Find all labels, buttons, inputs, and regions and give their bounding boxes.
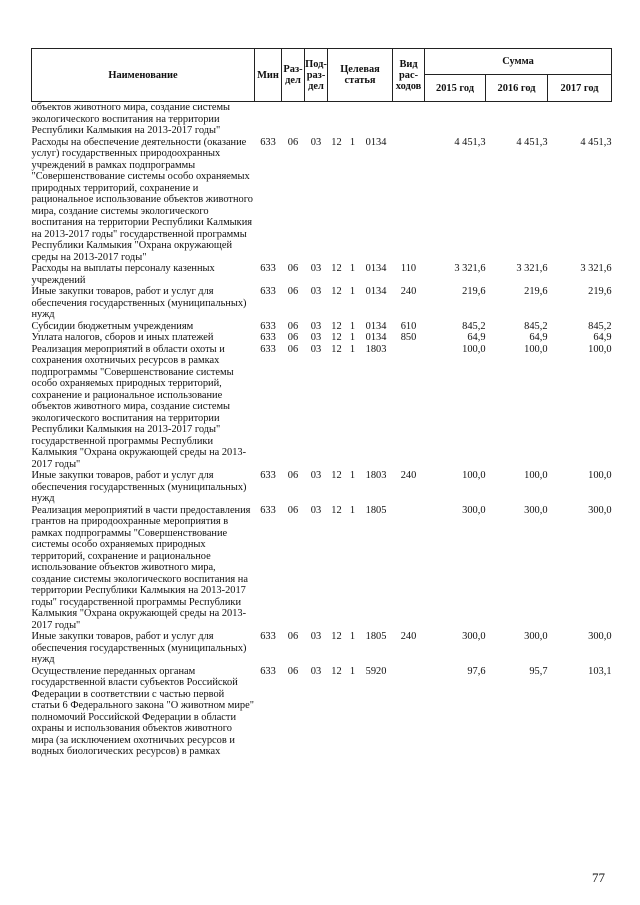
row-razdel-cell: 06 [287, 504, 299, 516]
row-celevaya-part3-cell: 5920 [365, 665, 387, 677]
row-sum-2017-cell: 845,2 [588, 320, 612, 332]
row-celevaya-part2-cell [346, 102, 360, 137]
row-podrazdel-cell: 03 [310, 320, 322, 332]
row-celevaya-part3-cell: 1803 [365, 470, 387, 481]
row-name-cell: Субсидии бюджетным учреждениям [31, 320, 194, 332]
row-name-cell: Реализация мероприятий в части предоставления грантов на природоохранные мероприятия в рамках подпрограммы "Совершенствование системы особо охраняемых природных территорий, сохранение и рациональное использование объектов животного мира, создание системы экологического воспитания на территории Республики Калмыкия на 2013-2017 годы" государственной программы Республики Калмыкия "Охрана окружающей среды на 2013-2017 годы" [31, 504, 251, 631]
row-min-cell: 633 [260, 286, 276, 297]
row-celevaya-part1-cell [328, 102, 346, 137]
row-sum-2015-cell: 100,0 [462, 470, 486, 481]
row-celevaya-part1-cell: 12 [331, 504, 342, 516]
row-razdel-cell [282, 102, 305, 137]
row-podrazdel-cell: 03 [310, 504, 322, 516]
row-podrazdel-cell: 03 [310, 136, 322, 148]
row-sum-2017-cell: 64,9 [593, 332, 612, 343]
row-sum-2016-cell: 219,6 [524, 286, 548, 297]
row-name-cell: Иные закупки товаров, работ и услуг для обеспечения государственных (муниципальных) нужд [31, 470, 247, 504]
table-row [32, 137, 612, 264]
row-podrazdel-cell: 03 [310, 631, 322, 642]
row-celevaya-part1-cell: 12 [331, 332, 342, 343]
row-podrazdel-cell [305, 102, 328, 137]
row-min-cell: 633 [260, 320, 276, 332]
row-min-cell: 633 [260, 343, 276, 355]
row-min-cell: 633 [260, 504, 276, 516]
row-min-cell: 633 [260, 470, 276, 481]
header-podrazdel: Под- раз- дел [305, 49, 328, 102]
row-celevaya-part3-cell: 0134 [365, 263, 387, 274]
table-row [32, 263, 612, 286]
row-vid-cell [393, 102, 425, 137]
table-row [32, 332, 612, 344]
row-name-cell: Реализация мероприятий в области охоты и сохранения охотничьих ресурсов в рамках подпрограммы "Совершенствование системы особо охраняемых природных территорий, сохранение и рациональное использование объектов животного мира, создание системы экологического воспитания на территории Республики Калмыкия на 2013-2017 годы" государственной программы Республики Калмыкия "Охрана окружающей среды на 2013-2017 годы" [31, 343, 247, 470]
row-sum-2015-cell: 845,2 [462, 320, 486, 332]
table-row [32, 505, 612, 632]
row-celevaya-part2-cell: 1 [349, 631, 356, 642]
row-sum-2015-cell: 4 451,3 [454, 136, 486, 148]
row-sum-2017-cell: 3 321,6 [580, 263, 612, 274]
row-sum-2015-cell: 300,0 [462, 631, 486, 642]
row-celevaya-part3-cell [360, 102, 393, 137]
row-sum-2015-cell: 64,9 [467, 332, 486, 343]
row-podrazdel-cell: 03 [310, 665, 322, 677]
table-row [32, 344, 612, 471]
row-sum-2016-cell: 300,0 [524, 631, 548, 642]
row-sum-2015-cell: 3 321,6 [454, 263, 486, 274]
row-razdel-cell: 06 [287, 332, 299, 343]
table-row [32, 666, 612, 758]
row-min-cell: 633 [260, 136, 276, 148]
header-celevaya-statya: Целевая статья [328, 49, 393, 102]
row-vid-cell: 850 [400, 332, 417, 343]
row-celevaya-part2-cell: 1 [349, 320, 356, 332]
row-vid-cell [393, 137, 425, 264]
row-min-cell: 633 [260, 631, 276, 642]
row-celevaya-part1-cell: 12 [331, 263, 342, 274]
row-sum-2017-cell: 219,6 [588, 286, 612, 297]
row-name-cell: Осуществление переданных органам государственной власти субъектов Российской Федерации в соответствии с частью первой статьи 6 Федерального закона "О животном мире" полномочий Российской Федерации в области охраны и использования объектов животного мира (за исключением охотничьих ресурсов и водных биологических ресурсов) в рамках [31, 665, 254, 757]
row-name-cell: Уплата налогов, сборов и иных платежей [31, 332, 214, 343]
row-vid-cell [393, 344, 425, 471]
row-celevaya-part1-cell: 12 [331, 136, 342, 148]
header-year-2015: 2015 год [425, 75, 486, 102]
budget-table [31, 48, 612, 758]
row-celevaya-part2-cell: 1 [349, 263, 356, 274]
row-celevaya-part2-cell: 1 [349, 665, 356, 677]
row-vid-cell [393, 505, 425, 632]
header-summa: Сумма [425, 49, 612, 75]
row-podrazdel-cell: 03 [310, 263, 322, 274]
row-celevaya-part3-cell: 1805 [365, 504, 387, 516]
row-celevaya-part3-cell: 0134 [365, 320, 387, 332]
row-vid-cell: 240 [400, 470, 417, 481]
row-celevaya-part1-cell: 12 [331, 343, 342, 355]
row-celevaya-part3-cell: 1805 [365, 631, 387, 642]
header-vid-rashodov: Вид рас- ходов [393, 49, 425, 102]
row-celevaya-part1-cell: 12 [331, 665, 342, 677]
table-row [32, 631, 612, 666]
row-name-cell: Иные закупки товаров, работ и услуг для обеспечения государственных (муниципальных) нужд [31, 286, 247, 320]
row-name-cell: Иные закупки товаров, работ и услуг для обеспечения государственных (муниципальных) нужд [31, 631, 247, 665]
row-sum-2016-cell: 100,0 [524, 470, 548, 481]
row-name-cell: объектов животного мира, создание системы экологического воспитания на территории Республики Калмыкия на 2013-2017 годы" [31, 102, 231, 136]
row-sum-2017-cell [548, 102, 612, 137]
table-row [32, 102, 612, 137]
row-min-cell: 633 [260, 665, 276, 677]
row-razdel-cell: 06 [287, 263, 299, 274]
table-row [32, 470, 612, 505]
row-sum-2017-cell: 4 451,3 [580, 136, 612, 148]
row-vid-cell: 240 [400, 286, 417, 297]
header-year-2016: 2016 год [486, 75, 548, 102]
row-podrazdel-cell: 03 [310, 470, 322, 481]
header-name: Наименование [32, 49, 255, 102]
row-min-cell: 633 [260, 332, 276, 343]
table-row [32, 321, 612, 333]
row-podrazdel-cell: 03 [310, 343, 322, 355]
row-celevaya-part2-cell: 1 [349, 136, 356, 148]
row-sum-2016-cell: 100,0 [524, 343, 548, 355]
row-celevaya-part1-cell: 12 [331, 320, 342, 332]
row-celevaya-part3-cell: 0134 [365, 286, 387, 297]
row-vid-cell: 240 [400, 631, 417, 642]
row-sum-2017-cell: 100,0 [588, 343, 612, 355]
row-sum-2015-cell: 219,6 [462, 286, 486, 297]
row-celevaya-part2-cell: 1 [349, 470, 356, 481]
row-sum-2016-cell: 64,9 [529, 332, 548, 343]
row-celevaya-part3-cell: 0134 [365, 136, 387, 148]
row-celevaya-part1-cell: 12 [331, 286, 342, 297]
header-min: Мин [255, 49, 282, 102]
row-vid-cell [393, 666, 425, 758]
row-vid-cell: 110 [400, 263, 417, 274]
row-sum-2017-cell: 300,0 [588, 631, 612, 642]
row-celevaya-part2-cell: 1 [349, 504, 356, 516]
row-min-cell: 633 [260, 263, 276, 274]
row-sum-2015-cell: 300,0 [462, 504, 486, 516]
row-celevaya-part3-cell: 1803 [365, 343, 387, 355]
row-sum-2017-cell: 103,1 [588, 665, 612, 677]
table-row [32, 286, 612, 321]
row-celevaya-part2-cell: 1 [349, 343, 356, 355]
row-min-cell [255, 102, 282, 137]
row-vid-cell: 610 [400, 320, 417, 332]
row-razdel-cell: 06 [287, 286, 299, 297]
row-celevaya-part2-cell: 1 [349, 332, 356, 343]
header-razdel: Раз- дел [282, 49, 305, 102]
row-podrazdel-cell: 03 [310, 332, 322, 343]
row-celevaya-part1-cell: 12 [331, 631, 342, 642]
row-sum-2015-cell [425, 102, 486, 137]
row-sum-2016-cell: 300,0 [524, 504, 548, 516]
row-sum-2017-cell: 100,0 [588, 470, 612, 481]
row-celevaya-part1-cell: 12 [331, 470, 342, 481]
row-razdel-cell: 06 [287, 343, 299, 355]
row-celevaya-part2-cell: 1 [349, 286, 356, 297]
row-sum-2016-cell: 845,2 [524, 320, 548, 332]
row-sum-2017-cell: 300,0 [588, 504, 612, 516]
page-number: 77 [592, 870, 605, 885]
row-sum-2016-cell: 4 451,3 [516, 136, 548, 148]
row-razdel-cell: 06 [287, 136, 299, 148]
row-sum-2015-cell: 100,0 [462, 343, 486, 355]
row-razdel-cell: 06 [287, 631, 299, 642]
row-sum-2016-cell: 3 321,6 [516, 263, 548, 274]
row-razdel-cell: 06 [287, 320, 299, 332]
row-sum-2016-cell: 95,7 [529, 665, 548, 677]
row-sum-2015-cell: 97,6 [467, 665, 486, 677]
header-year-2017: 2017 год [548, 75, 612, 102]
row-podrazdel-cell: 03 [310, 286, 322, 297]
row-razdel-cell: 06 [287, 665, 299, 677]
row-name-cell: Расходы на обеспечение деятельности (оказание услуг) государственных природоохранных учреждений в рамках подпрограммы "Совершенствование системы особо охраняемых природных территорий, сохранение и рациональное использование объектов животного мира, создание системы экологического воспитания на территории Республики Калмыкия на 2013-2017 годы" государственной программы Республики Калмыкия "Охрана окружающей среды на 2013-2017 годы" [31, 136, 253, 263]
row-celevaya-part3-cell: 0134 [365, 332, 387, 343]
row-name-cell: Расходы на выплаты персоналу казенных учреждений [31, 263, 215, 286]
row-sum-2016-cell [486, 102, 548, 137]
row-razdel-cell: 06 [287, 470, 299, 481]
